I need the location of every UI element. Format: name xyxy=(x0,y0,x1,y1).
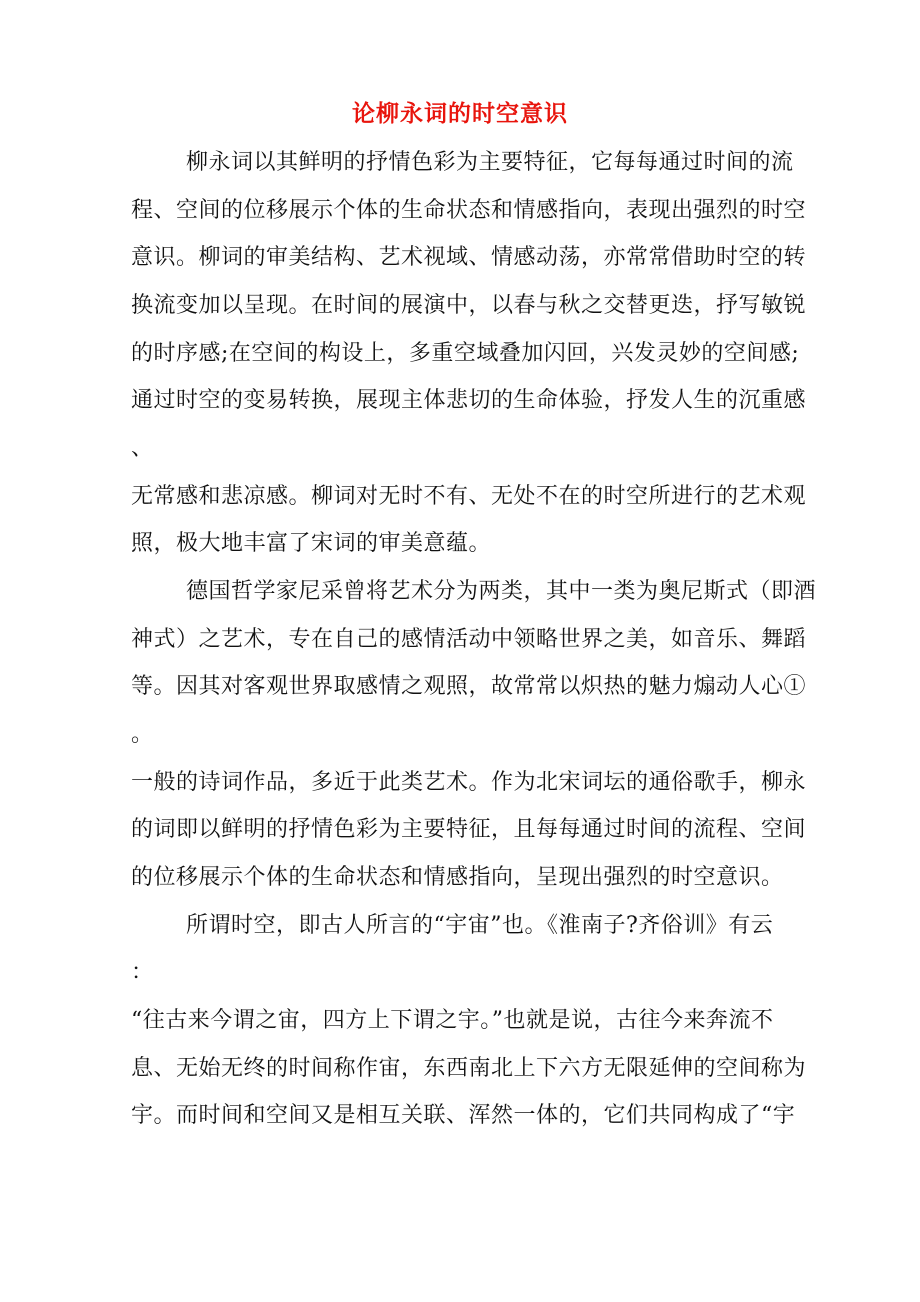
paragraph-line: 的词即以鲜明的抒情色彩为主要特征，且每每通过时间的流程、空间 xyxy=(131,817,807,842)
paragraph-line: 一般的诗词作品，多近于此类艺术。作为北宋词坛的通俗歌手，柳永 xyxy=(131,770,807,795)
paragraph-line: 息、无始无终的时间称作宙，东西南北上下六方无限延伸的空间称为 xyxy=(131,1056,807,1081)
paragraph-line: ： xyxy=(131,960,154,985)
paragraph-line: 的时序感;在空间的构设上，多重空域叠加闪回，兴发灵妙的空间感; xyxy=(131,341,800,366)
paragraph-line: 、 xyxy=(131,436,154,461)
paragraph-line: 的位移展示个体的生命状态和情感指向，呈现出强烈的时空意识。 xyxy=(131,865,784,890)
paragraph-line: 程、空间的位移展示个体的生命状态和情感指向，表现出强烈的时空 xyxy=(131,198,807,223)
paragraph-line: 德国哲学家尼采曾将艺术分为两类，其中一类为奥尼斯式（即酒 xyxy=(186,579,817,604)
paragraph-line: 柳永词以其鲜明的抒情色彩为主要特征，它每每通过时间的流 xyxy=(186,150,794,175)
paragraph-line: 神式）之艺术，专在自己的感情活动中领略世界之美，如音乐、舞蹈 xyxy=(131,627,807,652)
paragraph-line: 所谓时空，即古人所言的“宇宙”也。《淮南子?齐俗训》有云 xyxy=(186,913,774,938)
paragraph-line: 宇。而时间和空间又是相互关联、浑然一体的，它们共同构成了“宇 xyxy=(131,1103,796,1128)
document-title: 论柳永词的时空意识 xyxy=(352,101,568,127)
paragraph-line: 换流变加以呈现。在时间的展演中，以春与秋之交替更迭，抒写敏锐 xyxy=(131,293,807,318)
paragraph-line: 意识。柳词的审美结构、艺术视域、情感动荡，亦常常借助时空的转 xyxy=(131,245,807,270)
paragraph-line: 无常感和悲凉感。柳词对无时不有、无处不在的时空所进行的艺术观 xyxy=(131,484,807,509)
paragraph-line: 等。因其对客观世界取感情之观照，故常常以炽热的魅力煽动人心① xyxy=(131,674,807,699)
paragraph-line: “往古来今谓之宙，四方上下谓之宇。”也就是说，古往今来奔流不 xyxy=(131,1008,774,1033)
paragraph-line: 通过时空的变易转换，展现主体悲切的生命体验，抒发人生的沉重感 xyxy=(131,388,807,413)
paragraph-line: 。 xyxy=(131,722,154,747)
paragraph-line: 照，极大地丰富了宋词的审美意蕴。 xyxy=(131,531,492,556)
